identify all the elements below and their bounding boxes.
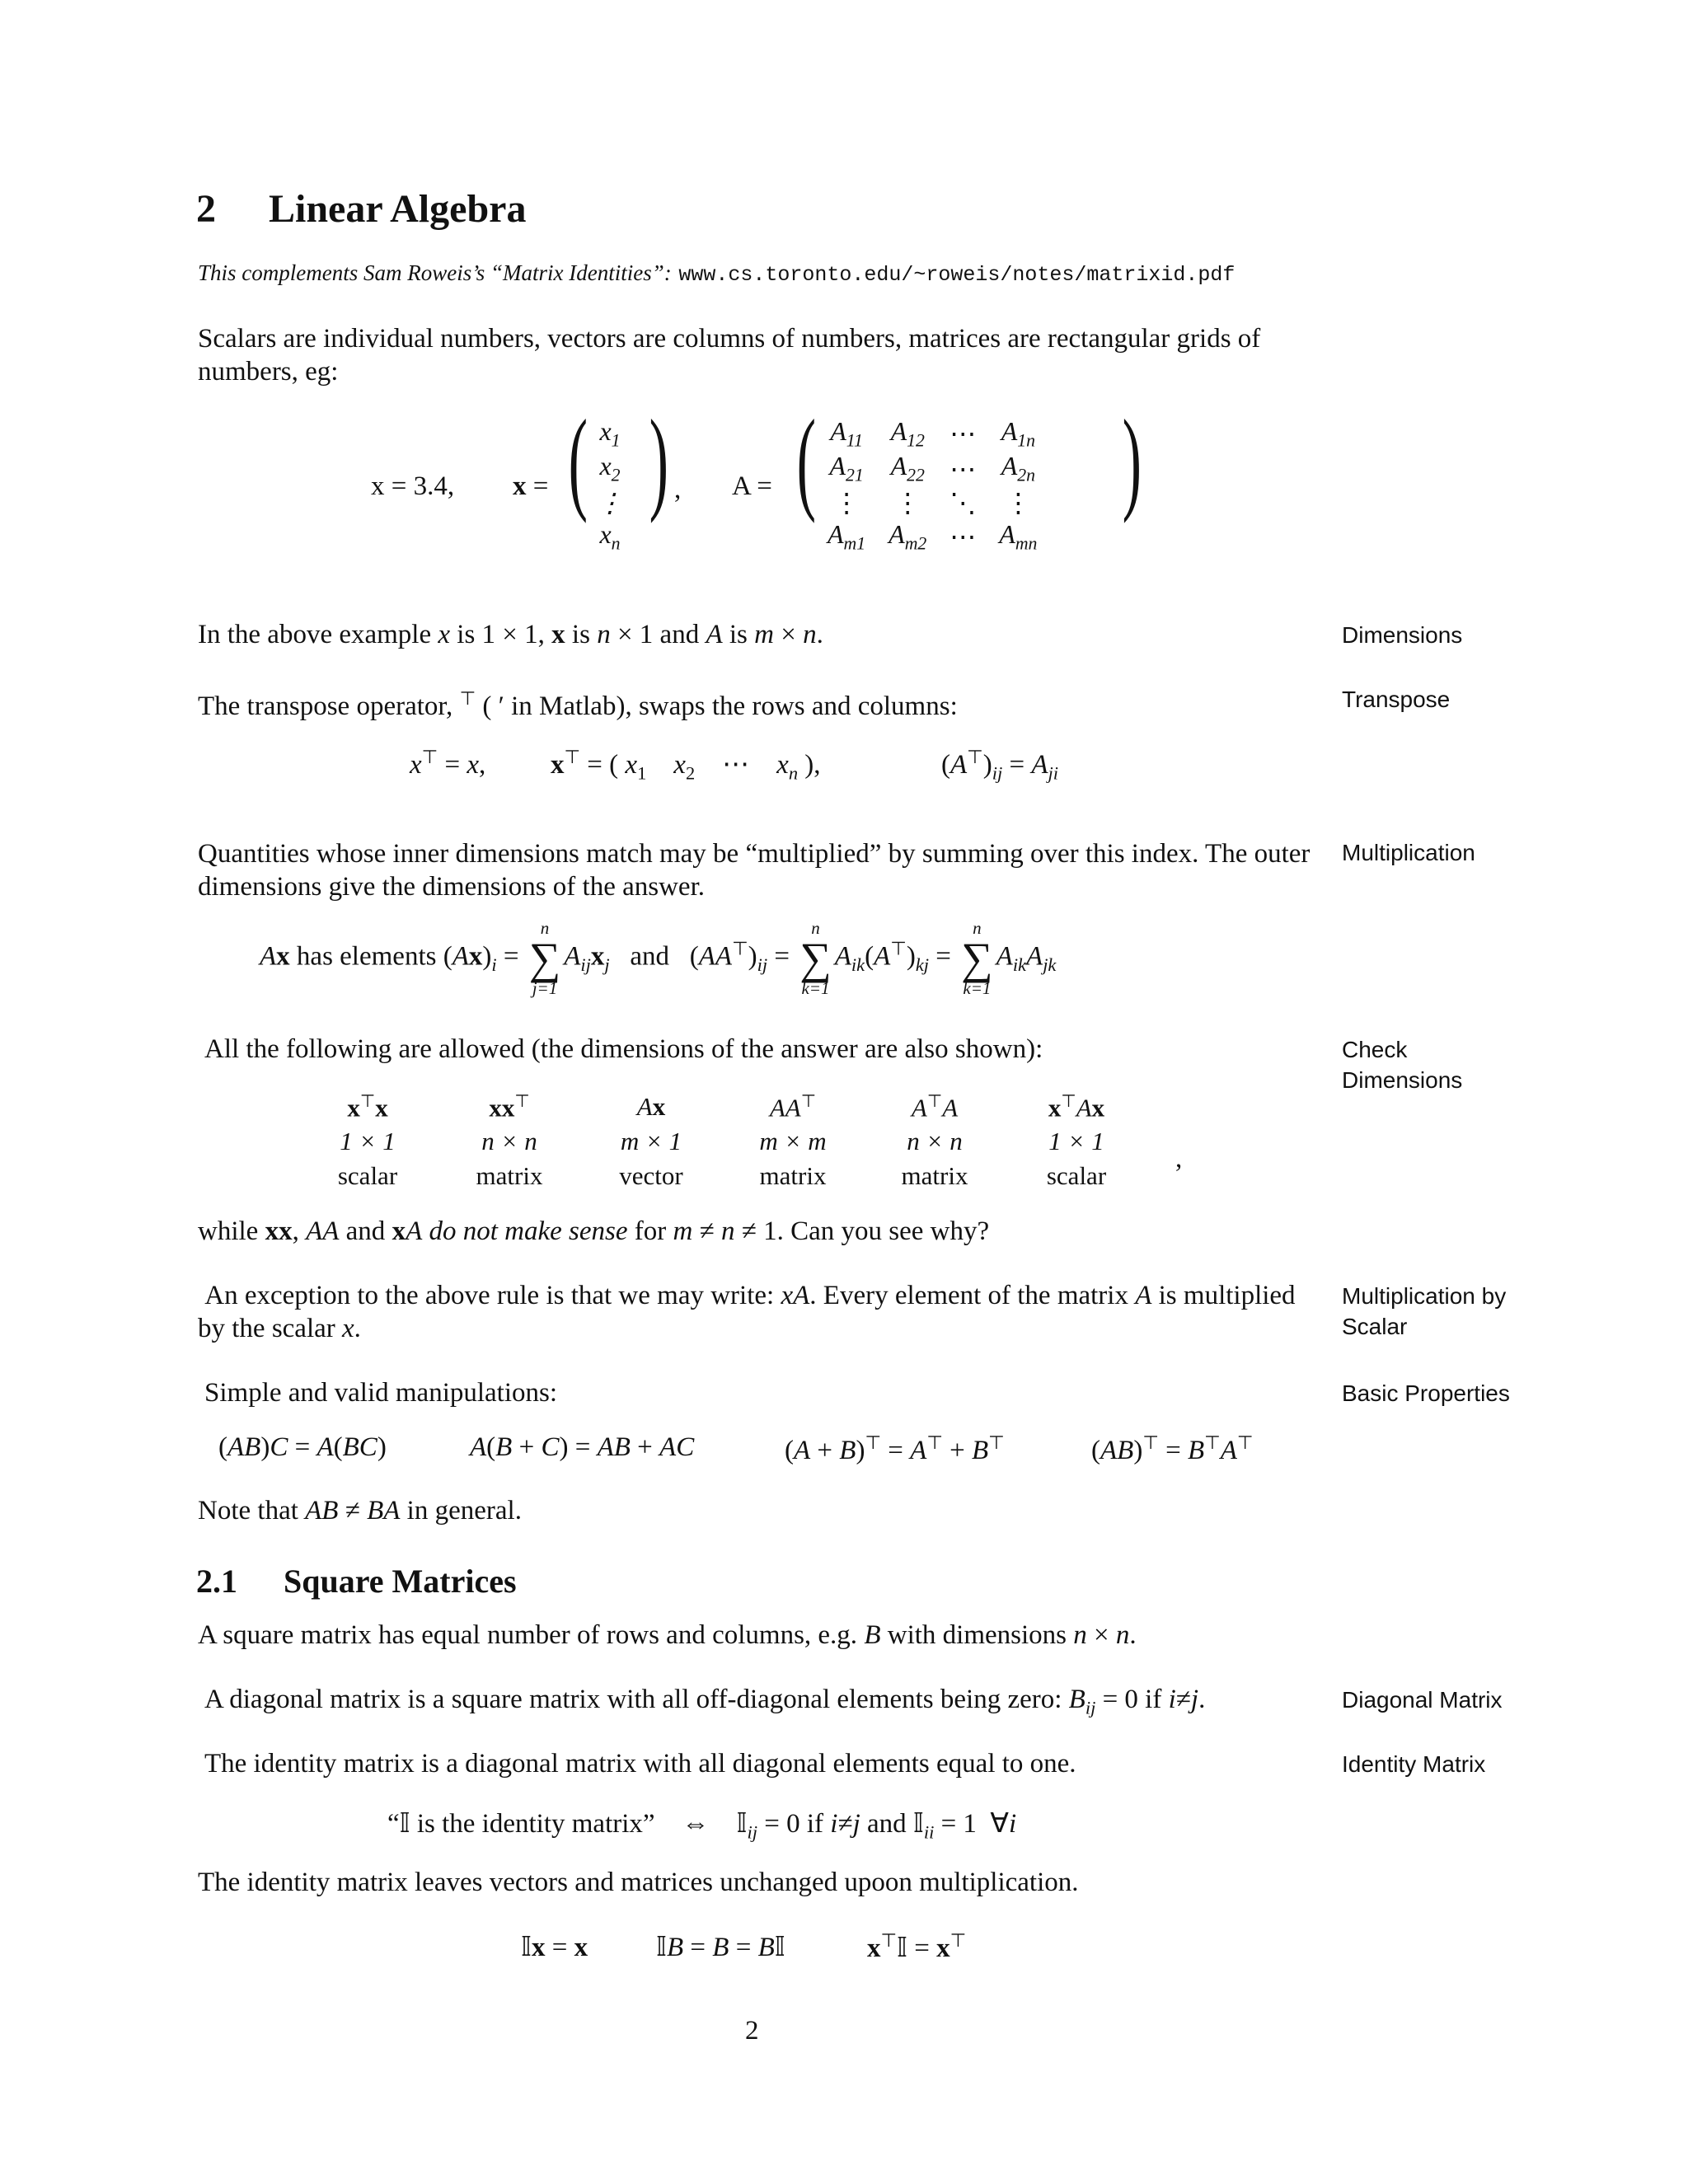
para-multiplication: Quantities whose inner dimensions match may be “multiplied” by summing over this index. The outer dimensions give the dimensions of the answer. <box>198 839 1311 902</box>
matrix-entry: ⋯ <box>950 521 977 551</box>
matrix-entry: ⋮ <box>894 487 921 518</box>
allowed-dim: m × m <box>759 1127 827 1155</box>
vector-entry: $x_1$ <box>599 416 621 451</box>
allowed-expr: x⊤x <box>347 1091 388 1122</box>
allowed-dims-row <box>297 1124 1147 1159</box>
section-number: 2 <box>196 187 216 231</box>
margin-note-diagonal-matrix: Diagonal Matrix <box>1342 1687 1503 1713</box>
eq-transpose-a: x⊤ = x, <box>410 747 486 780</box>
margin-note-dimensions: Dimensions <box>1342 622 1463 648</box>
allowed-kind: matrix <box>759 1161 827 1190</box>
allowed-kind: scalar <box>337 1161 398 1190</box>
margin-note-multiplication: Multiplication <box>1342 840 1475 865</box>
margin-note-identity-matrix: Identity Matrix <box>1342 1751 1486 1777</box>
section-title: Linear Algebra <box>269 187 527 231</box>
para-exception: An exception to the above rule is that we may write: xA. Every element of the matrix A is multiplied by the scalar x. <box>198 1281 1296 1343</box>
intro-italic: This complements Sam Roweis’s “Matrix Identities”: <box>198 260 672 285</box>
matrix-left-paren: ( <box>796 396 816 524</box>
allowed-expr: AA⊤ <box>769 1091 817 1122</box>
allowed-kind: scalar <box>1046 1161 1107 1190</box>
para-scalars: Scalars are individual numbers, vectors are columns of numbers, matrices are rectangular grids of numbers, eg: <box>198 324 1261 387</box>
eq-transpose-c: $(A^⊤)_{ij} = A_{ji}$ <box>941 747 1058 784</box>
allowed-kind: matrix <box>476 1161 543 1190</box>
matrix-entry: ⋮ <box>1005 487 1032 518</box>
allowed-dim: n × n <box>907 1127 963 1155</box>
para-note: Note that AB ≠ BA in general. <box>198 1496 522 1526</box>
and-text: and <box>630 941 670 972</box>
summation-k: n ∑ k=1 <box>799 918 832 998</box>
para-square: A square matrix has equal number of rows and columns, e.g. B with dimensions n × n. <box>198 1620 1137 1650</box>
margin-note-transpose: Transpose <box>1342 687 1451 712</box>
margin-note-basic-properties: Basic Properties <box>1342 1380 1510 1406</box>
allowed-expr: xx⊤ <box>489 1091 530 1122</box>
eq-manip-2: A(B + C) = AB + AC <box>470 1432 695 1462</box>
eq-scalar: x = 3.4, <box>371 471 455 501</box>
matrix-entry: ⋯ <box>950 419 977 449</box>
matrix-entry: ⋯ <box>950 453 977 484</box>
matrix-entry: $A_{21}$ <box>829 451 864 485</box>
subsection-number: 2.1 <box>196 1563 237 1600</box>
para-diagonal: A diagonal matrix is a square matrix with all off-diagonal elements being zero: $B_{ij} = 0$ if i≠j. <box>204 1685 1206 1718</box>
sum-lower: k=1 <box>963 978 992 998</box>
eq-multiplication: Ax has elements $(Ax)_i$ = n ∑ j=1 $A_{ij}x_j$ and $(AA^⊤)_{ij}$ = n ∑ k=1 $A_{ik}(A^⊤)_{kj}$ = n ∑ k=1 $A_{ik}A_{jk}$ <box>260 918 1057 998</box>
matrix-entry: $A_{12}$ <box>890 416 925 451</box>
vector-entries <box>585 416 635 554</box>
eq-unchanged-3: x⊤𝕀 = x⊤ <box>867 1930 967 1963</box>
para-identity: The identity matrix is a diagonal matrix with all diagonal elements equal to one. <box>204 1749 1076 1779</box>
allowed-dim: n × n <box>481 1127 537 1155</box>
allowed-kind: matrix <box>901 1161 968 1190</box>
matrix-entry: ⋱ <box>950 487 977 518</box>
has-elements-text: has elements <box>296 941 437 972</box>
para-allowed: All the following are allowed (the dimensions of the answer are also shown): <box>204 1034 1043 1064</box>
margin-note-check-dimensions: Check Dimensions <box>1342 1037 1463 1093</box>
vector-entry: ⋮ <box>597 487 623 518</box>
eq-manip-1: (AB)C = A(BC) <box>218 1432 387 1462</box>
subsection-title: Square Matrices <box>284 1563 517 1600</box>
eq-transpose-b: x⊤ = ( $x_1$ $x_2$ ⋯ $x_n$ ), <box>551 747 821 784</box>
para-while: while xx, AA and xA do not make sense for m ≠ n ≠ 1. Can you see why? <box>198 1216 990 1246</box>
para-transpose: The transpose operator, ⊤ ( ′ in Matlab), swaps the rows and columns: <box>198 688 958 721</box>
eq-manip-3: (A + B)⊤ = A⊤ + B⊤ <box>785 1432 1005 1465</box>
sum-upper: n <box>811 918 820 938</box>
sum-lower: k=1 <box>801 978 830 998</box>
vector-right-paren: ) <box>649 396 668 524</box>
eq-manip-4: (AB)⊤ = B⊤A⊤ <box>1091 1432 1254 1465</box>
allowed-kind: vector <box>619 1161 683 1190</box>
eq-vector-lhs: x = <box>513 471 549 501</box>
page-number: 2 <box>745 2016 759 2046</box>
eq-unchanged-2: 𝕀B = B = B𝕀 <box>656 1933 785 1962</box>
sum-lower: j=1 <box>532 978 558 998</box>
eq-matrix-lhs: A = <box>732 471 772 501</box>
allowed-dim: 1 × 1 <box>340 1127 396 1155</box>
sum-upper: n <box>973 918 982 938</box>
intro-url[interactable]: www.cs.toronto.edu/~roweis/notes/matrixid.pdf <box>678 263 1236 287</box>
vector-entry: $x_2$ <box>599 451 621 485</box>
matrix-entry: ⋮ <box>833 487 860 518</box>
emph-text: do not make sense <box>429 1216 628 1246</box>
iff-symbol: ⇔ <box>682 1809 710 1839</box>
identity-quote: “𝕀 is the identity matrix” <box>387 1809 655 1839</box>
matrix-entry: $A_{m1}$ <box>828 518 866 554</box>
allowed-expr: Ax <box>636 1092 666 1121</box>
matrix-entry: $A_{2n}$ <box>1001 451 1035 485</box>
subsection-heading <box>196 1562 517 1601</box>
matrix-entries <box>816 416 1048 554</box>
vector-entry: $x_n$ <box>599 518 621 554</box>
allowed-dim: m × 1 <box>620 1127 682 1155</box>
matrix-entry: $A_{m2}$ <box>889 518 927 554</box>
eq-comma: , <box>674 475 682 504</box>
summation-k2: n ∑ k=1 <box>961 918 993 998</box>
margin-note-mult-by-scalar: Multiplication by Scalar <box>1342 1283 1507 1339</box>
allowed-table <box>297 1090 1147 1193</box>
para-unchanged: The identity matrix leaves vectors and matrices unchanged upoon multiplication. <box>198 1868 1079 1897</box>
para-simple: Simple and valid manipulations: <box>204 1378 558 1408</box>
section-heading <box>196 186 526 232</box>
allowed-comma: , <box>1175 1144 1183 1174</box>
matrix-entry: $A_{22}$ <box>890 451 925 485</box>
matrix-entry: $A_{1n}$ <box>1001 416 1035 451</box>
allowed-expr: x⊤Ax <box>1048 1091 1105 1122</box>
allowed-dim: 1 × 1 <box>1048 1127 1104 1155</box>
intro-line <box>198 260 1235 287</box>
matrix-entry: $A_{mn}$ <box>999 518 1038 554</box>
vector-left-paren: ( <box>568 396 588 524</box>
summation-j: n ∑ j=1 <box>528 918 561 998</box>
allowed-exprs-row <box>297 1090 1147 1124</box>
sum-upper: n <box>540 918 550 938</box>
eq-unchanged-1: 𝕀x = x <box>521 1933 588 1962</box>
matrix-entry: $A_{11}$ <box>830 416 863 451</box>
para-dimensions: In the above example x is 1 × 1, x is n × 1 and A is m × n. <box>198 620 823 649</box>
matrix-right-paren: ) <box>1122 396 1142 524</box>
eq-identity: “𝕀 is the identity matrix” ⇔ 𝕀$_{ij}$ = 0 if i≠j and 𝕀$_{ii}$ = 1 ∀i <box>387 1809 1017 1843</box>
allowed-kinds-row <box>297 1159 1147 1193</box>
allowed-expr: A⊤A <box>911 1091 959 1122</box>
